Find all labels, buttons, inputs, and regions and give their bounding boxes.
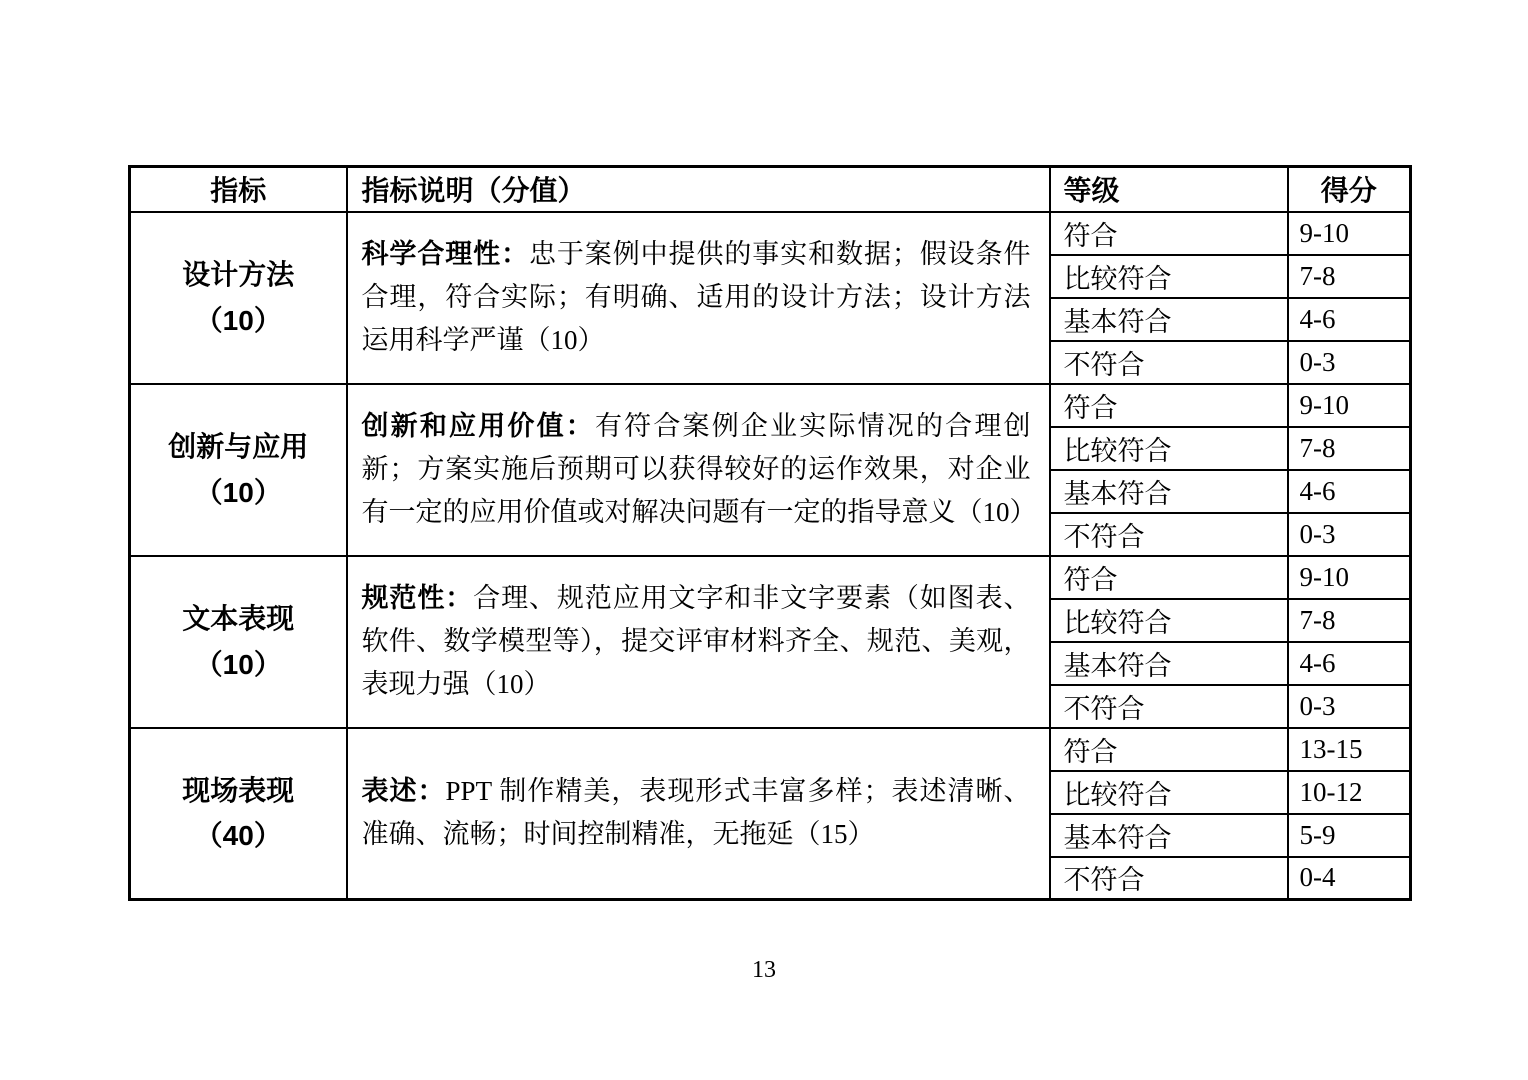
score-cell: 9-10 [1288,212,1411,255]
grade-cell: 基本符合 [1050,470,1288,513]
description-text: 忠于案例中提供的事实和数据；假设条件合理，符合实际；有明确、适用的设计方法；设计方法运用科学严谨（10） [361,238,1031,356]
description-lead: 创新和应用价值： [361,410,595,441]
description-cell [347,212,1050,384]
score-cell: 9-10 [1288,556,1411,599]
grade-cell: 比较符合 [1050,599,1288,642]
score-cell: 9-10 [1288,384,1411,427]
indicator-score: （10） [194,304,282,336]
indicator-cell [130,728,347,900]
table-row [130,384,1411,427]
column-header-indicator: 指标 [130,167,347,212]
grade-cell: 比较符合 [1050,427,1288,470]
score-cell: 0-3 [1288,341,1411,384]
description-lead: 规范性： [361,582,474,613]
description-text: 有符合案例企业实际情况的合理创新；方案实施后预期可以获得较好的运作效果，对企业有一定的应用价值或对解决问题有一定的指导意义（10） [361,410,1037,528]
indicator-score: （10） [194,476,282,508]
grade-cell: 符合 [1050,728,1288,771]
grade-cell: 符合 [1050,556,1288,599]
indicator-score: （10） [194,648,282,680]
column-header-grade: 等级 [1050,167,1288,212]
description-lead: 表述： [361,776,446,807]
grade-cell: 不符合 [1050,341,1288,384]
score-cell: 7-8 [1288,255,1411,298]
score-cell: 0-4 [1288,857,1411,900]
indicator-name: 创新与应用 [168,431,309,463]
score-cell: 4-6 [1288,298,1411,341]
score-cell: 0-3 [1288,513,1411,556]
table-row [130,556,1411,599]
description-cell [347,728,1050,900]
description-text: 合理、规范应用文字和非文字要素（如图表、软件、数学模型等），提交评审材料齐全、规范、美观，表现力强（10） [361,582,1031,700]
score-cell: 0-3 [1288,685,1411,728]
grade-cell: 基本符合 [1050,642,1288,685]
score-cell: 4-6 [1288,642,1411,685]
indicator-name: 设计方法 [182,259,295,291]
grade-cell: 符合 [1050,212,1288,255]
description-cell [347,384,1050,556]
score-cell: 4-6 [1288,470,1411,513]
description-lead: 科学合理性： [361,238,529,269]
description-text: PPT 制作精美，表现形式丰富多样；表述清晰、准确、流畅；时间控制精准，无拖延（15） [361,776,1031,850]
table-header-row [130,167,1411,212]
indicator-name: 现场表现 [182,774,295,806]
grade-cell: 不符合 [1050,513,1288,556]
indicator-cell [130,556,347,728]
score-cell: 10-12 [1288,771,1411,814]
grade-cell: 不符合 [1050,857,1288,900]
description-cell [347,556,1050,728]
column-header-description: 指标说明（分值） [347,167,1050,212]
grade-cell: 符合 [1050,384,1288,427]
indicator-score: （40） [194,820,282,852]
table-row [130,212,1411,255]
grade-cell: 基本符合 [1050,298,1288,341]
score-cell: 5-9 [1288,814,1411,857]
score-cell: 7-8 [1288,599,1411,642]
page-number: 13 [752,957,776,983]
column-header-score: 得分 [1288,167,1411,212]
grade-cell: 比较符合 [1050,255,1288,298]
score-cell: 7-8 [1288,427,1411,470]
grade-cell: 比较符合 [1050,771,1288,814]
grade-cell: 基本符合 [1050,814,1288,857]
grade-cell: 不符合 [1050,685,1288,728]
score-cell: 13-15 [1288,728,1411,771]
table-row [130,728,1411,771]
evaluation-rubric-table [128,165,1412,901]
indicator-cell [130,384,347,556]
indicator-cell [130,212,347,384]
indicator-name: 文本表现 [182,603,295,635]
